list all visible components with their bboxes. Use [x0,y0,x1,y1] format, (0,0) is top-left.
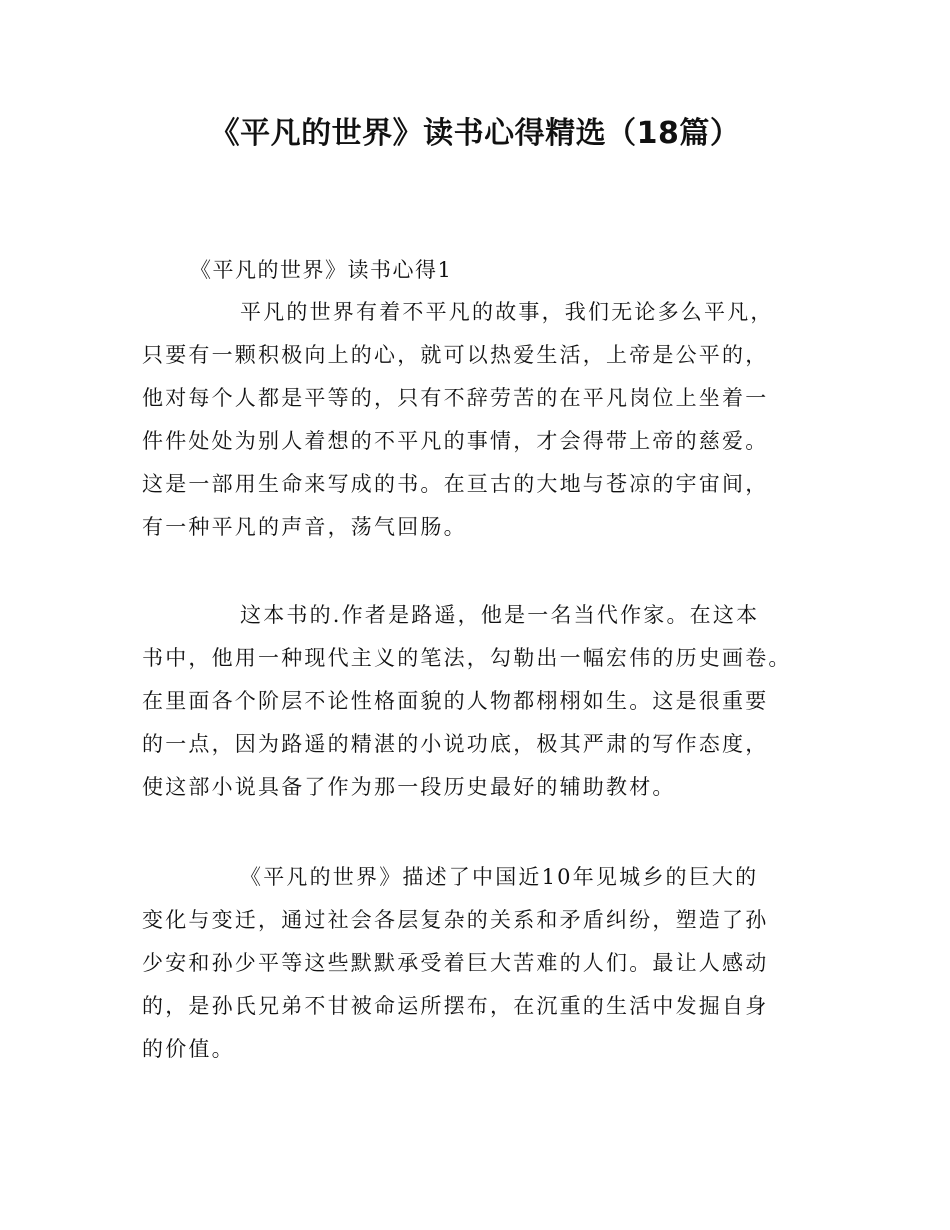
paragraph-line: 使这部小说具备了作为那一段历史最好的辅助教材。 [142,775,676,799]
paragraph-line: 有一种平凡的声音，荡气回肠。 [142,515,467,539]
paragraph-line: 的一点，因为路遥的精湛的小说功底，极其严肃的写作态度， [142,732,769,756]
paragraph-line: 只要有一颗积极向上的心，就可以热爱生活，上帝是公平的， [142,343,769,367]
paragraph-line: 平凡的世界有着不平凡的故事，我们无论多么平凡， [240,300,774,324]
paragraph-line: 变化与变迁，通过社会各层复杂的关系和矛盾纠纷，塑造了孙 [142,908,769,932]
paragraph-line: 《平凡的世界》描述了中国近10年见城乡的巨大的 [240,865,759,889]
paragraph-line: 的价值。 [142,1037,235,1061]
paragraph-line: 他对每个人都是平等的，只有不辞劳苦的在平凡岗位上坐着一 [142,386,769,410]
paragraph-line: 的，是孙氏兄弟不甘被命运所摆布，在沉重的生活中发掘自身 [142,994,769,1018]
paragraph-line: 这本书的.作者是路遥，他是一名当代作家。在这本 [240,603,760,627]
paragraph-line: 少安和孙少平等这些默默承受着巨大苦难的人们。最让人感动 [142,951,769,975]
paragraph-line: 在里面各个阶层不论性格面貌的人物都栩栩如生。这是很重要 [142,689,769,713]
paragraph-line: 书中，他用一种现代主义的笔法，勾勒出一幅宏伟的历史画卷。 [142,646,792,670]
document-title: 《平凡的世界》读书心得精选（18篇） [209,116,741,151]
paragraph-line: 件件处处为别人着想的不平凡的事情，才会得带上帝的慈爱。 [142,429,769,453]
section-heading: 《平凡的世界》读书心得1 [190,258,453,282]
paragraph-line: 这是一部用生命来写成的书。在亘古的大地与苍凉的宇宙间， [142,472,769,496]
